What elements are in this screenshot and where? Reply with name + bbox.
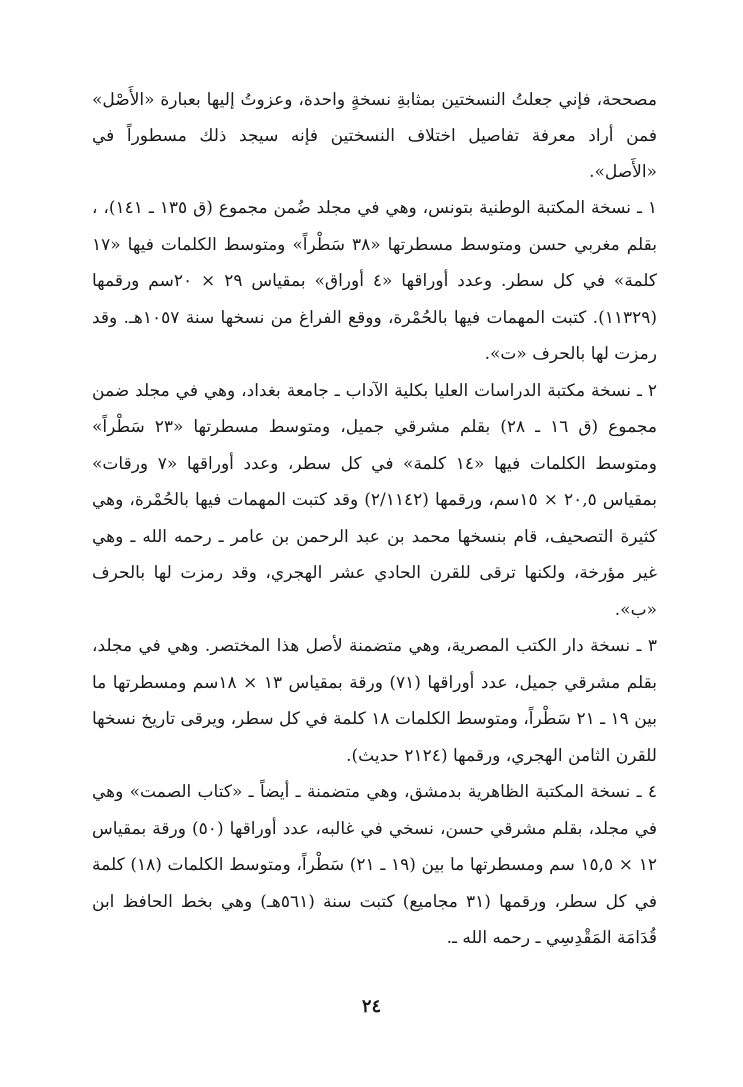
entry-number: ٤ ـ bbox=[636, 782, 658, 802]
manuscript-list bbox=[92, 190, 657, 957]
manuscript-entry-2 bbox=[92, 373, 657, 629]
entry-number: ٣ ـ bbox=[636, 636, 658, 656]
page-number: ٢٤ bbox=[361, 996, 382, 1017]
entry-text: نسخة دار الكتب المصرية، وهي متضمنة لأصل هذا المختصر. وهي في مجلد، بقلم مشرقي جميل، عدد أوراقها (٧١) ورقة بمقياس ١٣ × ١٨سم ومسطرتها ما بين ١٩ ـ ٢١ سَطْراً، ومتوسط الكلمات ١٨ كلمة في كل سطر، ويرقى تاريخ نسخها للقرن الثامن الهجري، ورقمها (٢١٢٤ حديث). bbox=[92, 636, 657, 766]
entry-text: نسخة مكتبة الدراسات العليا بكلية الآداب ـ جامعة بغداد، وهي في مجلد ضمن مجموع (ق ١٦ ـ ٢٨) بقلم مشرقي جميل، ومتوسط مسطرتها «٢٣ سَطْراً» ومتوسط الكلمات فيها «١٤ كلمة» في كل سطر، وعدد أوراقها «٧ ورقات» بمقياس ٢٠,٥ × ١٥سم، ورقمها (٢/١١٤٢) وقد كتبت المهمات فيها بالحُمْرة، وهي كثيرة التصحيف، قام بنسخها محمد بن عبد الرحمن بن عامر ـ رحمه الله ـ وهي غير مؤرخة، ولكنها ترقى للقرن الحادي عشر الهجري، وقد رمزت لها بالحرف «ب». bbox=[92, 380, 657, 620]
entry-text: نسخة المكتبة الظاهرية بدمشق، وهي متضمنة ـ أيضاً ـ «كتاب الصمت» وهي في مجلد، بقلم مشرقي حسن، نسخي في غالبه، عدد أوراقها (٥٠) ورقة بمقياس ١٢ × ١٥,٥ سم ومسطرتها ما بين (١٩ ـ ٢١) سَطْراً، ومتوسط الكلمات (١٨) كلمة في كل سطر، ورقمها (٣١ مجاميع) كتبت سنة (٥٦١هـ) وهي بخط الحافظ ابن قُدَامَة المَقْدِسِي ـ رحمه الله ـ. bbox=[92, 782, 657, 948]
entry-text: نسخة المكتبة الوطنية بتونس، وهي في مجلد ضُمن مجموع (ق ١٣٥ ـ ١٤١)، ، بقلم مغربي حسن ومتوسط مسطرتها «٣٨ سَطْراً» ومتوسط الكلمات فيها «١٧ كلمة» في كل سطر. وعدد أوراقها «٤ أوراق» بمقياس ٢٩ × ٢٠سم ورقمها (١١٣٢٩). كتبت المهمات فيها بالحُمْرة، ووقع الفراغ من نسخها سنة ١٠٥٧هـ. وقد رمزت لها بالحرف «ت». bbox=[92, 198, 657, 364]
manuscript-entry-4 bbox=[92, 774, 657, 957]
document-page bbox=[92, 82, 657, 957]
intro-paragraph: مصححة، فإني جعلتُ النسختين بمثابةِ نسخةٍ واحدة، وعزوتُ إليها بعبارة «الأَصْل» فمن أراد معرفة تفاصيل اختلاف النسختين فإنه سيجد ذلك مسطوراً في «الأَصل». bbox=[92, 90, 657, 182]
manuscript-entry-1 bbox=[92, 190, 657, 373]
manuscript-entry-3 bbox=[92, 628, 657, 774]
entry-number: ٢ ـ bbox=[636, 380, 657, 401]
entry-number: ١ ـ bbox=[636, 198, 658, 218]
